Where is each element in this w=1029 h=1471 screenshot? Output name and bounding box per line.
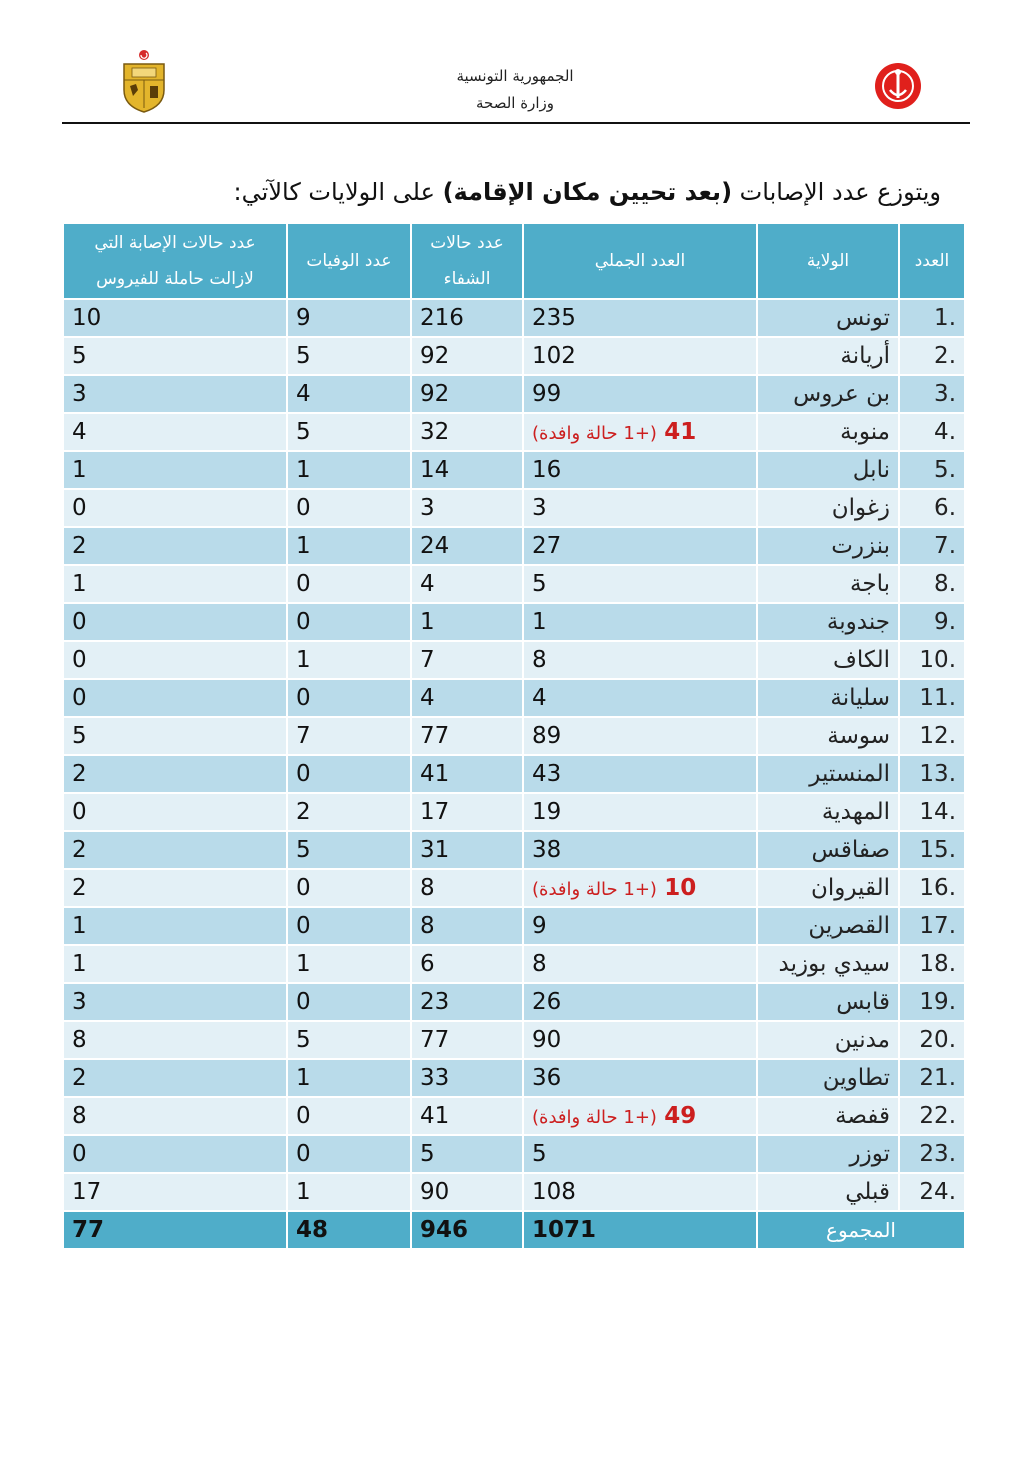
row-recovered: 7 xyxy=(412,642,522,678)
health-ministry-logo-icon xyxy=(874,62,922,110)
row-total: 1 xyxy=(524,604,756,640)
row-recovered: 92 xyxy=(412,338,522,374)
row-deaths: 0 xyxy=(288,566,410,602)
row-index: .18 xyxy=(900,946,964,982)
row-governorate: المنستير xyxy=(758,756,898,792)
row-active: 3 xyxy=(64,984,286,1020)
row-active: 8 xyxy=(64,1098,286,1134)
row-deaths: 0 xyxy=(288,490,410,526)
row-governorate: تطاوين xyxy=(758,1060,898,1096)
tunisia-coat-of-arms-icon xyxy=(118,48,170,114)
republic-name: الجمهورية التونسية xyxy=(456,67,574,85)
header-total: العدد الجملي xyxy=(524,224,756,298)
table-row xyxy=(64,1060,964,1096)
row-total: 38 xyxy=(524,832,756,868)
row-recovered: 77 xyxy=(412,1022,522,1058)
row-governorate: القيروان xyxy=(758,870,898,906)
row-recovered: 6 xyxy=(412,946,522,982)
row-index: .9 xyxy=(900,604,964,640)
row-governorate: بن عروس xyxy=(758,376,898,412)
row-deaths: 0 xyxy=(288,604,410,640)
table-row xyxy=(64,452,964,488)
row-index: .15 xyxy=(900,832,964,868)
row-active: 0 xyxy=(64,1136,286,1172)
row-deaths: 7 xyxy=(288,718,410,754)
totals-row xyxy=(64,1212,964,1248)
row-total xyxy=(524,1098,756,1134)
row-recovered: 23 xyxy=(412,984,522,1020)
row-total: 8 xyxy=(524,946,756,982)
row-governorate: القصرين xyxy=(758,908,898,944)
row-active: 2 xyxy=(64,832,286,868)
row-total: 90 xyxy=(524,1022,756,1058)
row-index: .8 xyxy=(900,566,964,602)
row-index: .21 xyxy=(900,1060,964,1096)
row-recovered: 33 xyxy=(412,1060,522,1096)
row-total: 26 xyxy=(524,984,756,1020)
row-recovered: 5 xyxy=(412,1136,522,1172)
table-header-row xyxy=(64,224,964,298)
row-index: .12 xyxy=(900,718,964,754)
row-recovered: 1 xyxy=(412,604,522,640)
table-row xyxy=(64,642,964,678)
row-recovered: 216 xyxy=(412,300,522,336)
row-recovered: 41 xyxy=(412,756,522,792)
row-index: .14 xyxy=(900,794,964,830)
table-row xyxy=(64,1098,964,1134)
row-deaths: 0 xyxy=(288,1098,410,1134)
row-index: .20 xyxy=(900,1022,964,1058)
cases-by-governorate-table xyxy=(62,222,966,1250)
table-row xyxy=(64,566,964,602)
row-active: 2 xyxy=(64,756,286,792)
table-row xyxy=(64,528,964,564)
row-recovered: 92 xyxy=(412,376,522,412)
row-index: .7 xyxy=(900,528,964,564)
row-deaths: 1 xyxy=(288,642,410,678)
row-active: 2 xyxy=(64,1060,286,1096)
imported-case-note: (+1 حالة وافدة) xyxy=(532,423,657,444)
row-deaths: 1 xyxy=(288,528,410,564)
row-deaths: 0 xyxy=(288,1136,410,1172)
totals-deaths: 48 xyxy=(288,1212,410,1248)
row-active: 1 xyxy=(64,566,286,602)
row-active: 8 xyxy=(64,1022,286,1058)
row-deaths: 1 xyxy=(288,946,410,982)
row-active: 10 xyxy=(64,300,286,336)
row-recovered: 8 xyxy=(412,908,522,944)
imported-case-note: (+1 حالة وافدة) xyxy=(532,879,657,900)
row-governorate: نابل xyxy=(758,452,898,488)
row-deaths: 0 xyxy=(288,984,410,1020)
row-recovered: 14 xyxy=(412,452,522,488)
row-active: 1 xyxy=(64,452,286,488)
ministry-heading xyxy=(400,62,630,116)
row-total xyxy=(524,870,756,906)
row-deaths: 5 xyxy=(288,832,410,868)
row-index: .23 xyxy=(900,1136,964,1172)
row-deaths: 0 xyxy=(288,870,410,906)
row-active: 2 xyxy=(64,870,286,906)
row-active: 0 xyxy=(64,490,286,526)
row-governorate: قفصة xyxy=(758,1098,898,1134)
row-governorate: سوسة xyxy=(758,718,898,754)
row-governorate: بنزرت xyxy=(758,528,898,564)
table-row xyxy=(64,490,964,526)
row-index: .5 xyxy=(900,452,964,488)
row-recovered: 41 xyxy=(412,1098,522,1134)
table-row xyxy=(64,300,964,336)
row-active: 3 xyxy=(64,376,286,412)
table-row xyxy=(64,604,964,640)
row-total: 3 xyxy=(524,490,756,526)
row-index: .16 xyxy=(900,870,964,906)
totals-recovered: 946 xyxy=(412,1212,522,1248)
row-total-value: 10 xyxy=(664,875,697,901)
row-deaths: 0 xyxy=(288,680,410,716)
row-index: .3 xyxy=(900,376,964,412)
row-deaths: 2 xyxy=(288,794,410,830)
row-active: 17 xyxy=(64,1174,286,1210)
row-total: 102 xyxy=(524,338,756,374)
intro-sentence xyxy=(234,178,941,206)
table-row xyxy=(64,376,964,412)
row-total: 89 xyxy=(524,718,756,754)
intro-before: ويتوزع عدد الإصابات xyxy=(732,178,941,206)
row-recovered: 4 xyxy=(412,680,522,716)
row-active: 0 xyxy=(64,680,286,716)
row-index: .24 xyxy=(900,1174,964,1210)
row-deaths: 9 xyxy=(288,300,410,336)
row-active: 1 xyxy=(64,908,286,944)
table-row xyxy=(64,680,964,716)
row-deaths: 5 xyxy=(288,414,410,450)
row-governorate: منوبة xyxy=(758,414,898,450)
row-active: 4 xyxy=(64,414,286,450)
row-deaths: 4 xyxy=(288,376,410,412)
totals-total: 1071 xyxy=(524,1212,756,1248)
totals-label: المجموع xyxy=(758,1212,964,1248)
row-recovered: 4 xyxy=(412,566,522,602)
ministry-name: وزارة الصحة xyxy=(476,94,554,112)
header-governorate: الولاية xyxy=(758,224,898,298)
row-governorate: سيدي بوزيد xyxy=(758,946,898,982)
row-total: 27 xyxy=(524,528,756,564)
row-total xyxy=(524,414,756,450)
row-active: 2 xyxy=(64,528,286,564)
row-index: .4 xyxy=(900,414,964,450)
intro-after: على الولايات كالآتي: xyxy=(233,178,443,206)
row-total-value: 41 xyxy=(664,419,697,445)
row-governorate: جندوبة xyxy=(758,604,898,640)
row-total: 235 xyxy=(524,300,756,336)
table-row xyxy=(64,1136,964,1172)
header-recovered: عدد حالات الشفاء xyxy=(412,224,522,298)
row-governorate: تونس xyxy=(758,300,898,336)
table-row xyxy=(64,1174,964,1210)
row-governorate: باجة xyxy=(758,566,898,602)
row-index: .10 xyxy=(900,642,964,678)
row-total: 19 xyxy=(524,794,756,830)
row-recovered: 31 xyxy=(412,832,522,868)
header-index: العدد xyxy=(900,224,964,298)
row-active: 0 xyxy=(64,604,286,640)
header-divider xyxy=(62,122,970,124)
row-total: 43 xyxy=(524,756,756,792)
row-total: 99 xyxy=(524,376,756,412)
row-governorate: المهدية xyxy=(758,794,898,830)
row-total: 5 xyxy=(524,566,756,602)
row-index: .6 xyxy=(900,490,964,526)
header-deaths: عدد الوفيات xyxy=(288,224,410,298)
row-governorate: أريانة xyxy=(758,338,898,374)
row-deaths: 1 xyxy=(288,452,410,488)
row-deaths: 5 xyxy=(288,338,410,374)
row-recovered: 17 xyxy=(412,794,522,830)
row-deaths: 0 xyxy=(288,756,410,792)
row-index: .22 xyxy=(900,1098,964,1134)
table-row xyxy=(64,984,964,1020)
row-deaths: 1 xyxy=(288,1174,410,1210)
row-total: 16 xyxy=(524,452,756,488)
table-row xyxy=(64,908,964,944)
intro-bold: (بعد تحيين مكان الإقامة) xyxy=(442,178,733,206)
table-row xyxy=(64,756,964,792)
row-index: .19 xyxy=(900,984,964,1020)
row-recovered: 32 xyxy=(412,414,522,450)
row-deaths: 1 xyxy=(288,1060,410,1096)
row-deaths: 0 xyxy=(288,908,410,944)
row-index: .17 xyxy=(900,908,964,944)
table-row xyxy=(64,946,964,982)
row-index: .1 xyxy=(900,300,964,336)
row-recovered: 90 xyxy=(412,1174,522,1210)
row-active: 1 xyxy=(64,946,286,982)
row-total: 108 xyxy=(524,1174,756,1210)
row-total: 8 xyxy=(524,642,756,678)
row-governorate: سليانة xyxy=(758,680,898,716)
row-recovered: 77 xyxy=(412,718,522,754)
table-row xyxy=(64,718,964,754)
document-header xyxy=(0,0,1029,130)
row-active: 0 xyxy=(64,642,286,678)
row-active: 5 xyxy=(64,338,286,374)
header-active: عدد حالات الإصابة التي لازالت حاملة للفيروس xyxy=(64,224,286,298)
row-active: 5 xyxy=(64,718,286,754)
row-governorate: زغوان xyxy=(758,490,898,526)
row-active: 0 xyxy=(64,794,286,830)
row-recovered: 8 xyxy=(412,870,522,906)
row-index: .13 xyxy=(900,756,964,792)
row-governorate: صفاقس xyxy=(758,832,898,868)
table-row xyxy=(64,832,964,868)
row-total: 4 xyxy=(524,680,756,716)
table-row xyxy=(64,414,964,450)
row-governorate: قابس xyxy=(758,984,898,1020)
table-row xyxy=(64,338,964,374)
row-index: .2 xyxy=(900,338,964,374)
row-deaths: 5 xyxy=(288,1022,410,1058)
row-total: 5 xyxy=(524,1136,756,1172)
row-recovered: 3 xyxy=(412,490,522,526)
row-total-value: 49 xyxy=(664,1103,697,1129)
row-governorate: توزر xyxy=(758,1136,898,1172)
row-total: 36 xyxy=(524,1060,756,1096)
table-row xyxy=(64,1022,964,1058)
row-governorate: الكاف xyxy=(758,642,898,678)
table-row xyxy=(64,794,964,830)
row-governorate: مدنين xyxy=(758,1022,898,1058)
row-total: 9 xyxy=(524,908,756,944)
imported-case-note: (+1 حالة وافدة) xyxy=(532,1107,657,1128)
row-index: .11 xyxy=(900,680,964,716)
table-row xyxy=(64,870,964,906)
totals-active: 77 xyxy=(64,1212,286,1248)
row-governorate: قبلي xyxy=(758,1174,898,1210)
row-recovered: 24 xyxy=(412,528,522,564)
